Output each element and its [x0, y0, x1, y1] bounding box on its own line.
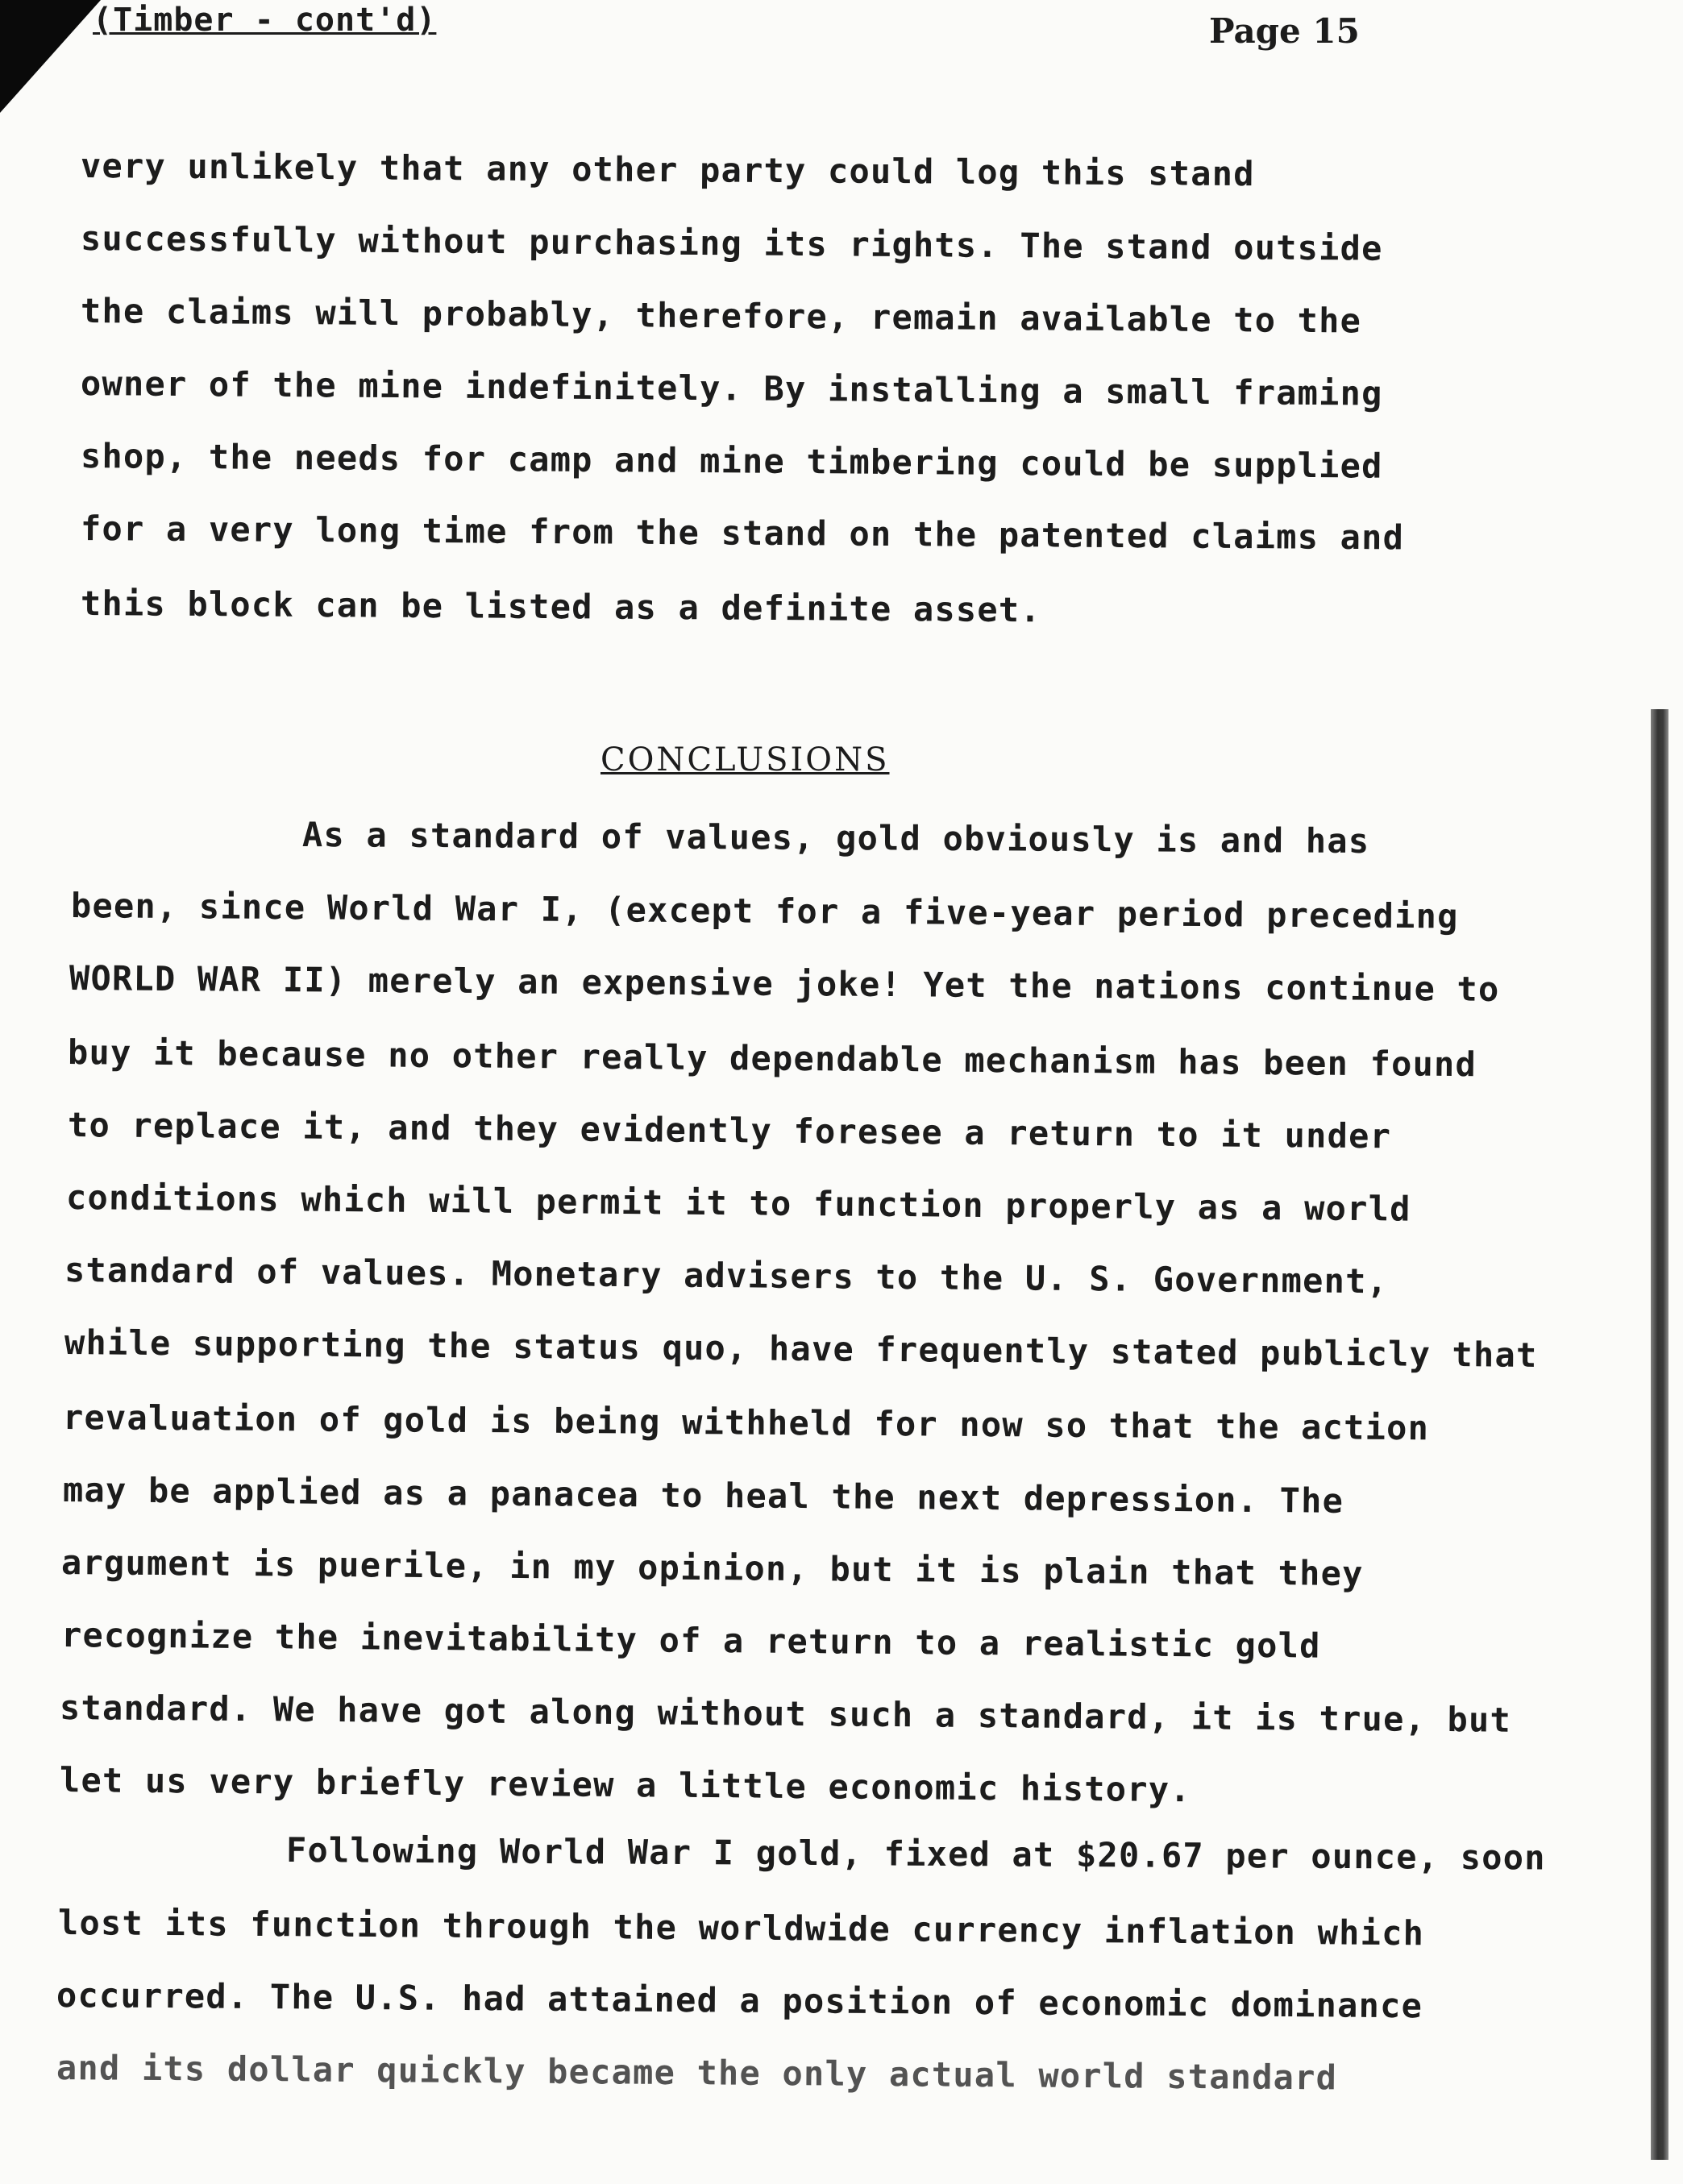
- text-line: this block can be listed as a definite asset.: [80, 583, 1042, 630]
- text-line: WORLD WAR II) merely an expensive joke! Yet the nations continue to: [69, 958, 1500, 1009]
- text-line: standard. We have got along without such a standard, it is true, but: [59, 1688, 1512, 1740]
- text-line: let us very briefly review a little economic history.: [59, 1760, 1191, 1810]
- text-line: successfully without purchasing its rights. The stand outside: [80, 218, 1383, 268]
- text-line: lost its function through the worldwide currency inflation which: [57, 1903, 1425, 1954]
- text-line: for a very long time from the stand on the patented claims and: [80, 509, 1405, 558]
- text-line: recognize the inevitability of a return to a realistic gold: [60, 1615, 1321, 1666]
- folded-corner: [0, 0, 101, 113]
- text-line: argument is puerile, in my opinion, but it is plain that they: [60, 1543, 1364, 1594]
- text-line: may be applied as a panacea to heal the next depression. The: [62, 1470, 1344, 1521]
- page-number: Page 15: [1209, 11, 1360, 51]
- text-line: As a standard of values, gold obviously is and has: [301, 815, 1370, 862]
- text-line: revaluation of gold is being withheld for now so that the action: [62, 1397, 1430, 1448]
- text-line: standard of values. Monetary advisers to the U. S. Government,: [64, 1250, 1389, 1302]
- text-line: Following World War I gold, fixed at $20.67 per ounce, soon: [285, 1830, 1546, 1878]
- text-line: buy it because no other really dependable mechanism has been found: [67, 1032, 1477, 1085]
- text-line: conditions which will permit it to function properly as a world: [65, 1177, 1411, 1229]
- text-line: while supporting the status quo, have frequently stated publicly that: [64, 1322, 1538, 1375]
- scan-edge-shadow: [1651, 709, 1668, 2160]
- text-line: to replace it, and they evidently foresee a return to it under: [67, 1105, 1392, 1156]
- text-line: very unlikely that any other party could log this stand: [80, 146, 1255, 194]
- text-line: been, since World War I, (except for a five-year period preceding: [70, 886, 1459, 936]
- text-line: owner of the mine indefinitely. By installing a small framing: [80, 363, 1383, 413]
- text-line: the claims will probably, therefore, remain available to the: [80, 291, 1362, 341]
- text-line: and its dollar quickly became the only actual world standard: [56, 2048, 1338, 2098]
- text-line: shop, the needs for camp and mine timbering could be supplied: [80, 436, 1383, 486]
- section-heading: CONCLUSIONS: [600, 741, 890, 779]
- text-line: occurred. The U.S. had attained a position of economic dominance: [56, 1975, 1423, 2026]
- section-label: (Timber - cont'd): [93, 2, 437, 39]
